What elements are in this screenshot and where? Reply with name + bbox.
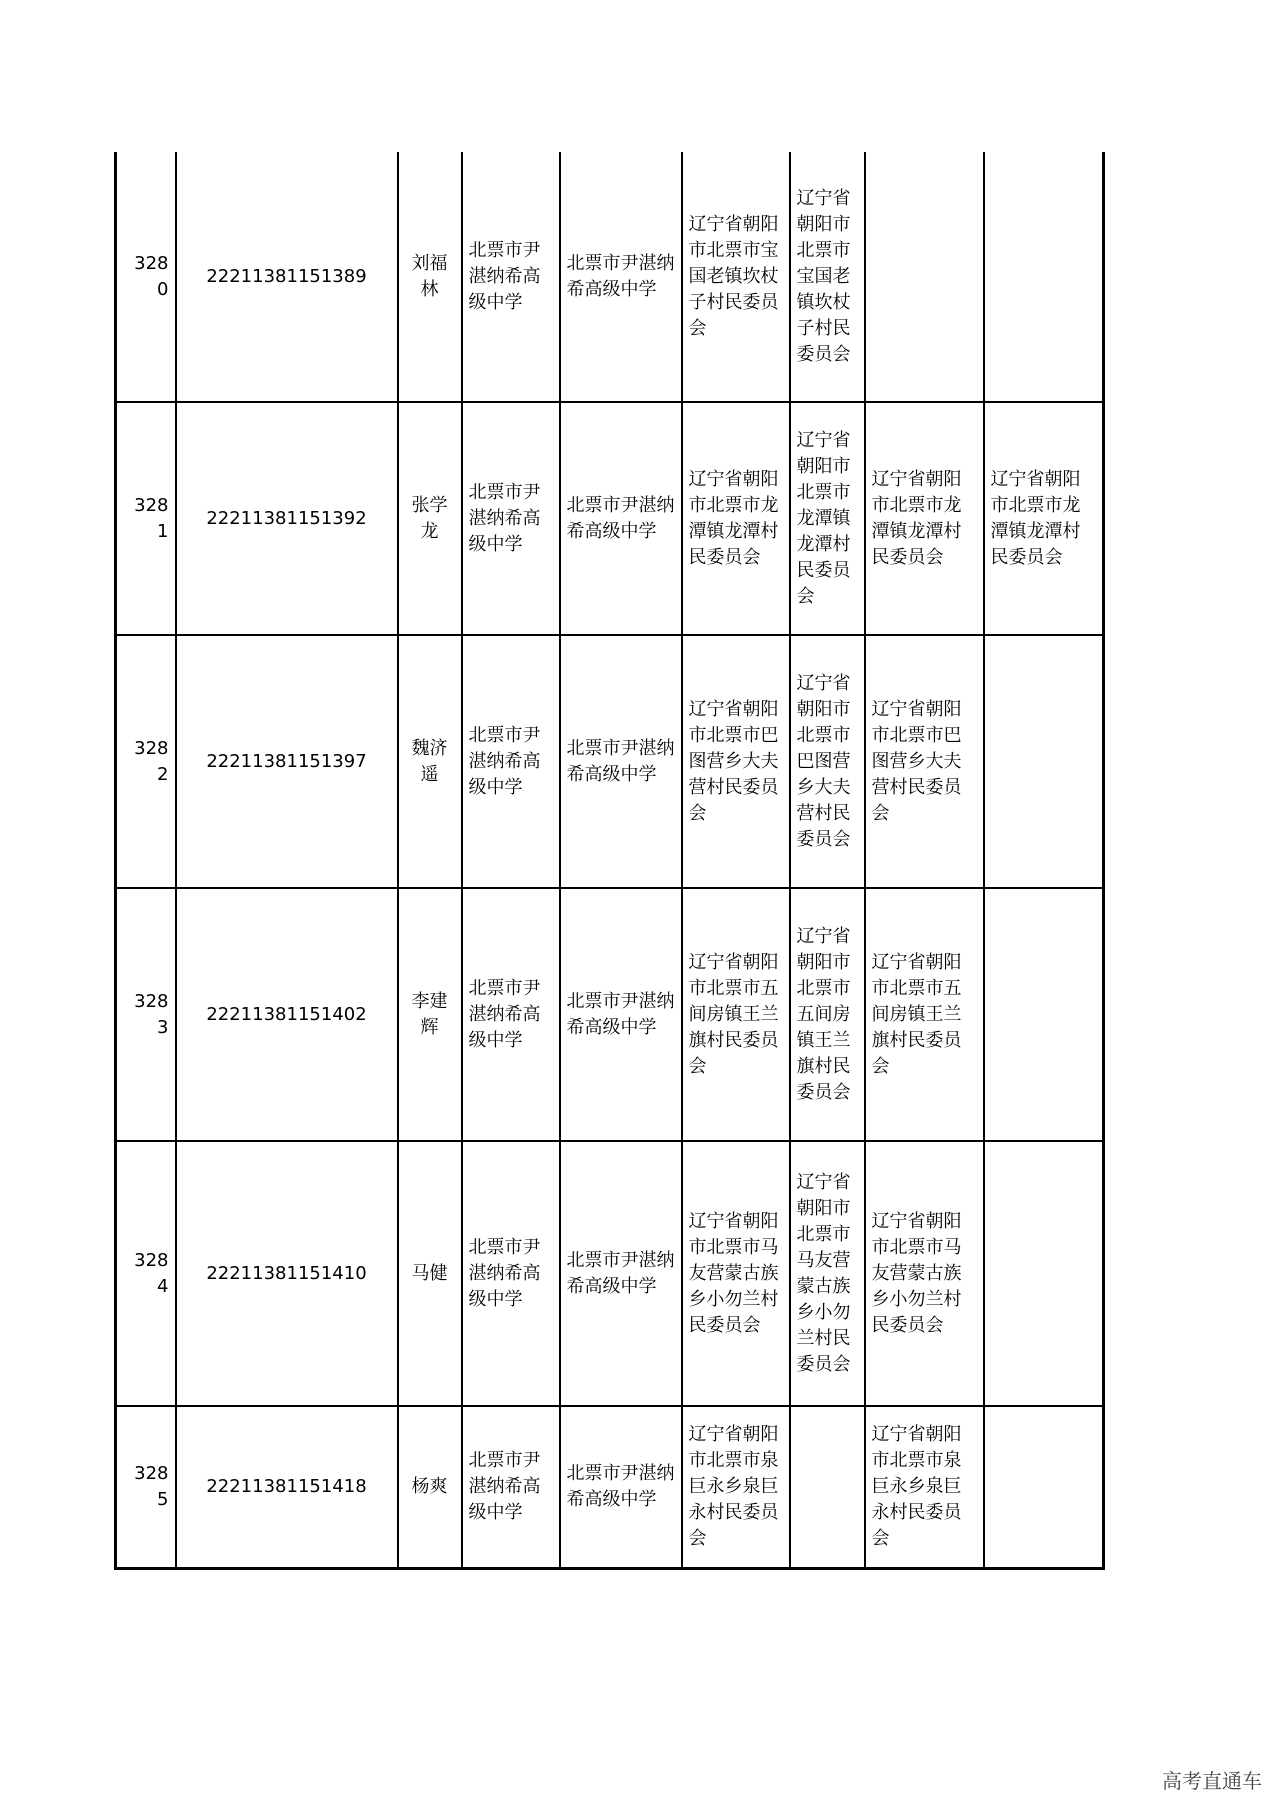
- row-number-cell: 3284: [116, 1141, 176, 1406]
- row-number-cell: 3282: [116, 635, 176, 888]
- student-name-cell: 刘福林: [398, 152, 462, 402]
- table-row: [116, 635, 1104, 888]
- address-cell-1: 辽宁省朝阳市北票市马友营蒙古族乡小勿兰村民委员会: [682, 1141, 790, 1406]
- student-name-cell: 李建辉: [398, 888, 462, 1141]
- exam-id-cell: 22211381151418: [176, 1406, 398, 1568]
- student-name-cell: 马健: [398, 1141, 462, 1406]
- exam-id-cell: 22211381151402: [176, 888, 398, 1141]
- address-cell-3: 辽宁省朝阳市北票市马友营蒙古族乡小勿兰村民委员会: [865, 1141, 984, 1406]
- table-row: [116, 152, 1104, 402]
- address-cell-1: 辽宁省朝阳市北票市泉巨永乡泉巨永村民委员会: [682, 1406, 790, 1568]
- address-cell-1: 辽宁省朝阳市北票市宝国老镇坎杖子村民委员会: [682, 152, 790, 402]
- graduation-school-cell: 北票市尹湛纳希高级中学: [560, 402, 682, 635]
- exam-id-cell: 22211381151389: [176, 152, 398, 402]
- row-number-cell: 3280: [116, 152, 176, 402]
- student-name-cell: 魏济遥: [398, 635, 462, 888]
- school-cell: 北票市尹湛纳希高级中学: [462, 635, 560, 888]
- address-cell-3: 辽宁省朝阳市北票市五间房镇王兰旗村民委员会: [865, 888, 984, 1141]
- address-cell-2: 辽宁省朝阳市北票市巴图营乡大夫营村民委员会: [790, 635, 865, 888]
- exam-id-cell: 22211381151410: [176, 1141, 398, 1406]
- table-row: [116, 402, 1104, 635]
- exam-id-cell: 22211381151392: [176, 402, 398, 635]
- table-row: [116, 888, 1104, 1141]
- row-number-cell: 3285: [116, 1406, 176, 1568]
- table-row: [116, 1141, 1104, 1406]
- address-cell-4: 辽宁省朝阳市北票市龙潭镇龙潭村民委员会: [984, 402, 1104, 635]
- graduation-school-cell: 北票市尹湛纳希高级中学: [560, 635, 682, 888]
- address-cell-3: 辽宁省朝阳市北票市龙潭镇龙潭村民委员会: [865, 402, 984, 635]
- graduation-school-cell: 北票市尹湛纳希高级中学: [560, 1141, 682, 1406]
- address-cell-4: [984, 635, 1104, 888]
- address-cell-1: 辽宁省朝阳市北票市巴图营乡大夫营村民委员会: [682, 635, 790, 888]
- exam-id-cell: 22211381151397: [176, 635, 398, 888]
- graduation-school-cell: 北票市尹湛纳希高级中学: [560, 1406, 682, 1568]
- table-row: [116, 1406, 1104, 1568]
- address-cell-2: 辽宁省朝阳市北票市五间房镇王兰旗村民委员会: [790, 888, 865, 1141]
- address-cell-3: 辽宁省朝阳市北票市泉巨永乡泉巨永村民委员会: [865, 1406, 984, 1568]
- address-cell-2: 辽宁省朝阳市北票市马友营蒙古族乡小勿兰村民委员会: [790, 1141, 865, 1406]
- school-cell: 北票市尹湛纳希高级中学: [462, 402, 560, 635]
- student-name-cell: 杨爽: [398, 1406, 462, 1568]
- address-cell-4: [984, 1406, 1104, 1568]
- address-cell-1: 辽宁省朝阳市北票市龙潭镇龙潭村民委员会: [682, 402, 790, 635]
- record-table-container: [114, 152, 1102, 1570]
- student-name-cell: 张学龙: [398, 402, 462, 635]
- row-number-cell: 3281: [116, 402, 176, 635]
- school-cell: 北票市尹湛纳希高级中学: [462, 1406, 560, 1568]
- address-cell-3: 辽宁省朝阳市北票市巴图营乡大夫营村民委员会: [865, 635, 984, 888]
- address-cell-2: 辽宁省朝阳市北票市宝国老镇坎杖子村民委员会: [790, 152, 865, 402]
- school-cell: 北票市尹湛纳希高级中学: [462, 888, 560, 1141]
- address-cell-4: [984, 152, 1104, 402]
- school-cell: 北票市尹湛纳希高级中学: [462, 1141, 560, 1406]
- address-cell-2: 辽宁省朝阳市北票市龙潭镇龙潭村民委员会: [790, 402, 865, 635]
- address-cell-2: [790, 1406, 865, 1568]
- record-table: [114, 152, 1105, 1570]
- school-cell: 北票市尹湛纳希高级中学: [462, 152, 560, 402]
- address-cell-1: 辽宁省朝阳市北票市五间房镇王兰旗村民委员会: [682, 888, 790, 1141]
- graduation-school-cell: 北票市尹湛纳希高级中学: [560, 888, 682, 1141]
- row-number-cell: 3283: [116, 888, 176, 1141]
- address-cell-3: [865, 152, 984, 402]
- watermark-text: 高考直通车: [1162, 1769, 1262, 1793]
- address-cell-4: [984, 1141, 1104, 1406]
- address-cell-4: [984, 888, 1104, 1141]
- graduation-school-cell: 北票市尹湛纳希高级中学: [560, 152, 682, 402]
